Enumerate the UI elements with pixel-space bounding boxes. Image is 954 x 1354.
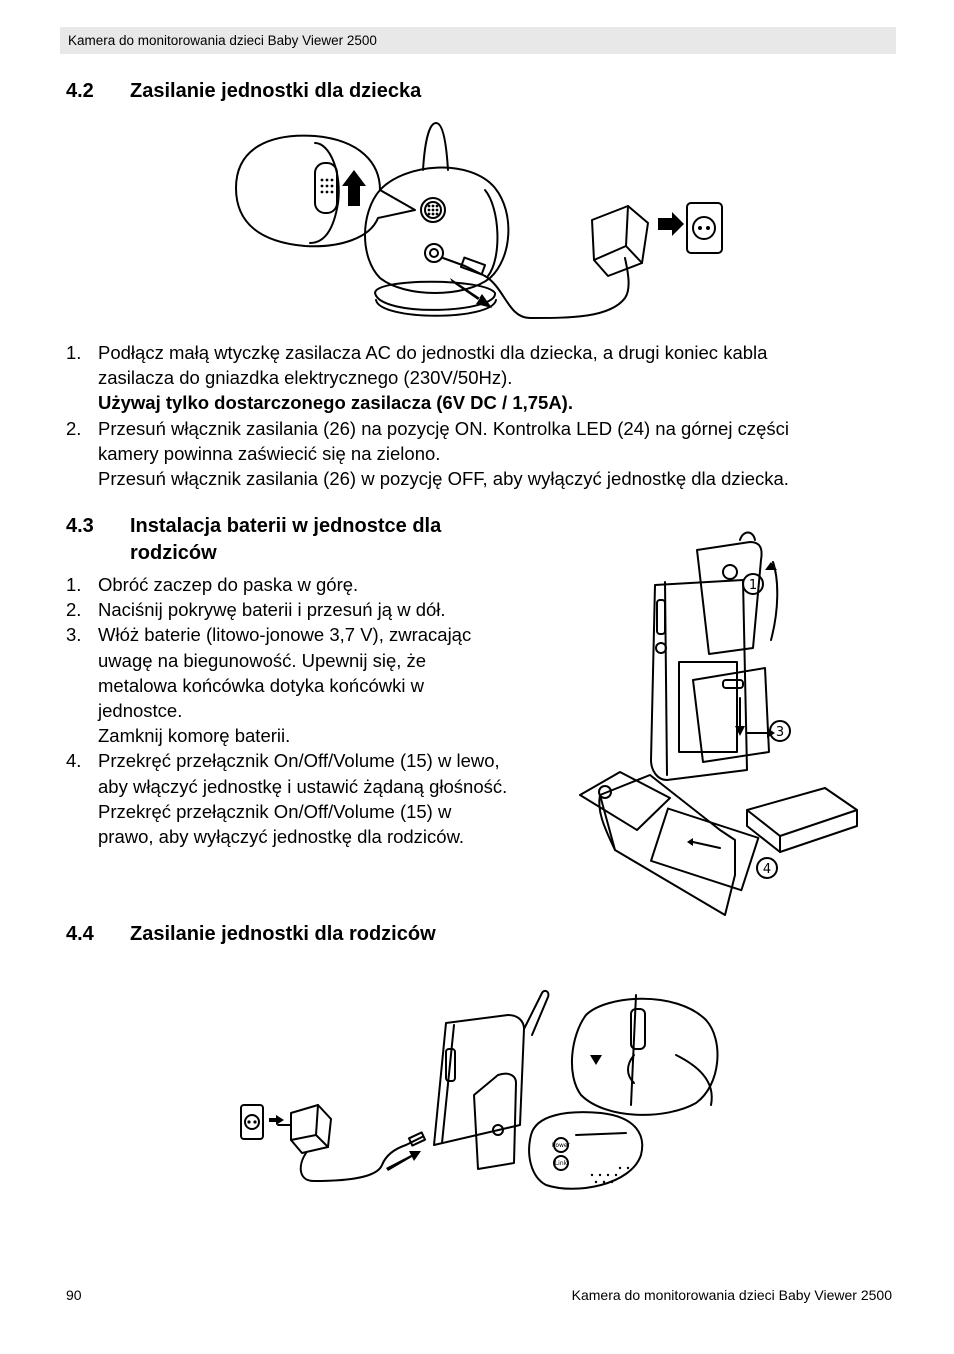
list-text: prawo, aby wyłączyć jednostkę dla rodziców. (98, 826, 465, 848)
plug-in-arrow-icon (450, 278, 492, 308)
list-warning: Używaj tylko dostarczonego zasilacza (6V DC / 1,75A). (98, 392, 573, 414)
zoom-bubble (236, 136, 415, 247)
rotate-up-arrow-icon (771, 562, 777, 640)
list-item (66, 340, 896, 416)
running-header (60, 27, 896, 54)
power-cable (485, 258, 629, 318)
list-text: Przesuń włącznik zasilania (26) na pozycję ON. Kontrolka LED (24) na górnej części (98, 417, 789, 439)
step-1-label: 1 (748, 578, 758, 593)
list-text: metalowa końcówka dotyka końcówki w (98, 674, 424, 696)
slide-up-arrow-icon (342, 170, 366, 206)
belt-clip (697, 542, 762, 654)
list-text: Włóż baterie (litowo-jonowe 3,7 V), zwracając (98, 624, 472, 646)
list-number: 3. (66, 624, 82, 646)
ac-adapter (592, 206, 648, 276)
list-text: kamery powinna zaświecić się na zielono. (98, 442, 441, 464)
battery-install-figure (575, 530, 865, 920)
list-text: uwagę na biegunowość. Upewnij się, że (98, 649, 427, 671)
parent-unit-power-figure (236, 985, 726, 1203)
ac-adapter (291, 1105, 331, 1153)
section-number: 4.2 (66, 80, 94, 102)
list-text: Przesuń włącznik zasilania (26) w pozycję OFF, aby wyłączyć jednostkę dla dziecka. (98, 468, 789, 490)
list-item (66, 748, 556, 849)
step-4-label: 4 (762, 862, 772, 877)
parent-unit-antenna (524, 991, 548, 1035)
battery-pack (747, 788, 857, 836)
battery-cover (693, 668, 769, 762)
list-text: Naciśnij pokrywę baterii i przesuń ją w dół. (98, 599, 446, 621)
camera-body (365, 168, 508, 293)
section-4-3-steps (66, 572, 556, 849)
list-text: aby włączyć jednostkę i ustawić żądaną głośność. (98, 775, 508, 797)
list-text: Przekręć przełącznik On/Off/Volume (15) w lewo, (98, 750, 500, 772)
list-number: 1. (66, 574, 82, 595)
list-number: 4. (66, 750, 82, 772)
list-item (66, 597, 556, 622)
list-item (66, 622, 556, 748)
link-led-label: Link (554, 1160, 568, 1167)
section-number: 4.3 (66, 515, 94, 537)
list-item (66, 572, 556, 597)
list-number: 2. (66, 599, 82, 621)
list-text: jednostce. (98, 700, 183, 722)
section-title: Zasilanie jednostki dla rodziców (130, 923, 436, 945)
dc-jack (425, 244, 443, 262)
list-text: zasilacza do gniazdka elektrycznego (230V/50Hz). (98, 367, 513, 389)
camera-antenna (423, 123, 448, 170)
list-text: Zamknij komorę baterii. (98, 725, 291, 747)
section-title-line2: rodziców (130, 542, 217, 564)
list-text: Przekręć przełącznik On/Off/Volume (15) w (98, 800, 452, 822)
running-header-title: Kamera do monitorowania dzieci Baby Viewer 2500 (68, 33, 377, 48)
power-led-label: Power (551, 1142, 571, 1149)
page-number: 90 (66, 1287, 82, 1303)
open-battery-compartment (651, 809, 758, 891)
section-number: 4.4 (66, 923, 94, 945)
baby-unit-power-figure (230, 118, 730, 333)
step-3-label: 3 (775, 725, 785, 740)
belt-clip-stand (474, 1074, 516, 1169)
section-title: Instalacja baterii w jednostce dla (130, 515, 442, 537)
adapter-to-socket-arrow-icon (658, 212, 684, 236)
list-number: 2. (66, 417, 82, 439)
running-footer-title: Kamera do monitorowania dzieci Baby Viewer 2500 (571, 1287, 892, 1303)
list-item (66, 416, 896, 492)
zoom-bubble-buttons (529, 1112, 642, 1189)
plug-to-socket-arrow-icon (269, 1115, 284, 1125)
plug-in-arrow-icon (386, 1151, 421, 1171)
section-4-2-steps (66, 340, 896, 491)
list-text: Podłącz małą wtyczkę zasilacza AC do jednostki dla dziecka, a drugi koniec kabla (98, 342, 768, 363)
section-title: Zasilanie jednostki dla dziecka (130, 80, 422, 102)
list-text: Obróć zaczep do paska w górę. (98, 574, 359, 595)
list-number: 1. (66, 342, 82, 363)
